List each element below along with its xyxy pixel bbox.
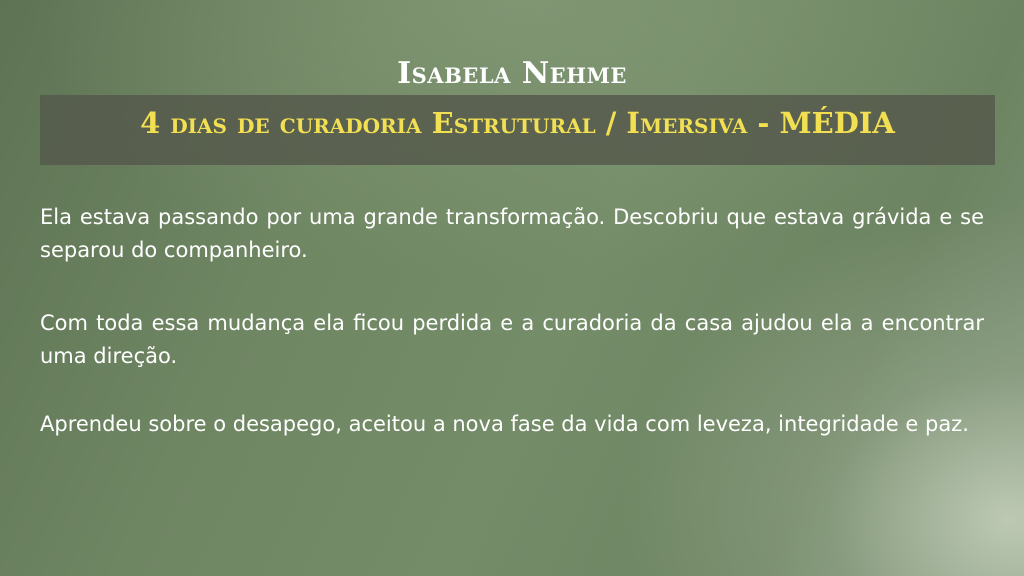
subtitle-banner	[40, 95, 995, 165]
testimonial-paragraph-1: Ela estava passando por uma grande transformação. Descobriu que estava grávida e se separou do companheiro.	[40, 205, 984, 262]
testimonial-paragraph-2: Com toda essa mudança ela ficou perdida e a curadoria da casa ajudou ela a encontrar uma direção.	[40, 311, 984, 368]
service-subtitle: 4 dias de curadoria Estrutural / Imersiva - MÉDIA	[140, 106, 895, 140]
testimonial-paragraph-3: Aprendeu sobre o desapego, aceitou a nova fase da vida com leveza, integridade e paz.	[40, 412, 969, 436]
client-name-title: Isabela Nehme	[397, 56, 627, 91]
